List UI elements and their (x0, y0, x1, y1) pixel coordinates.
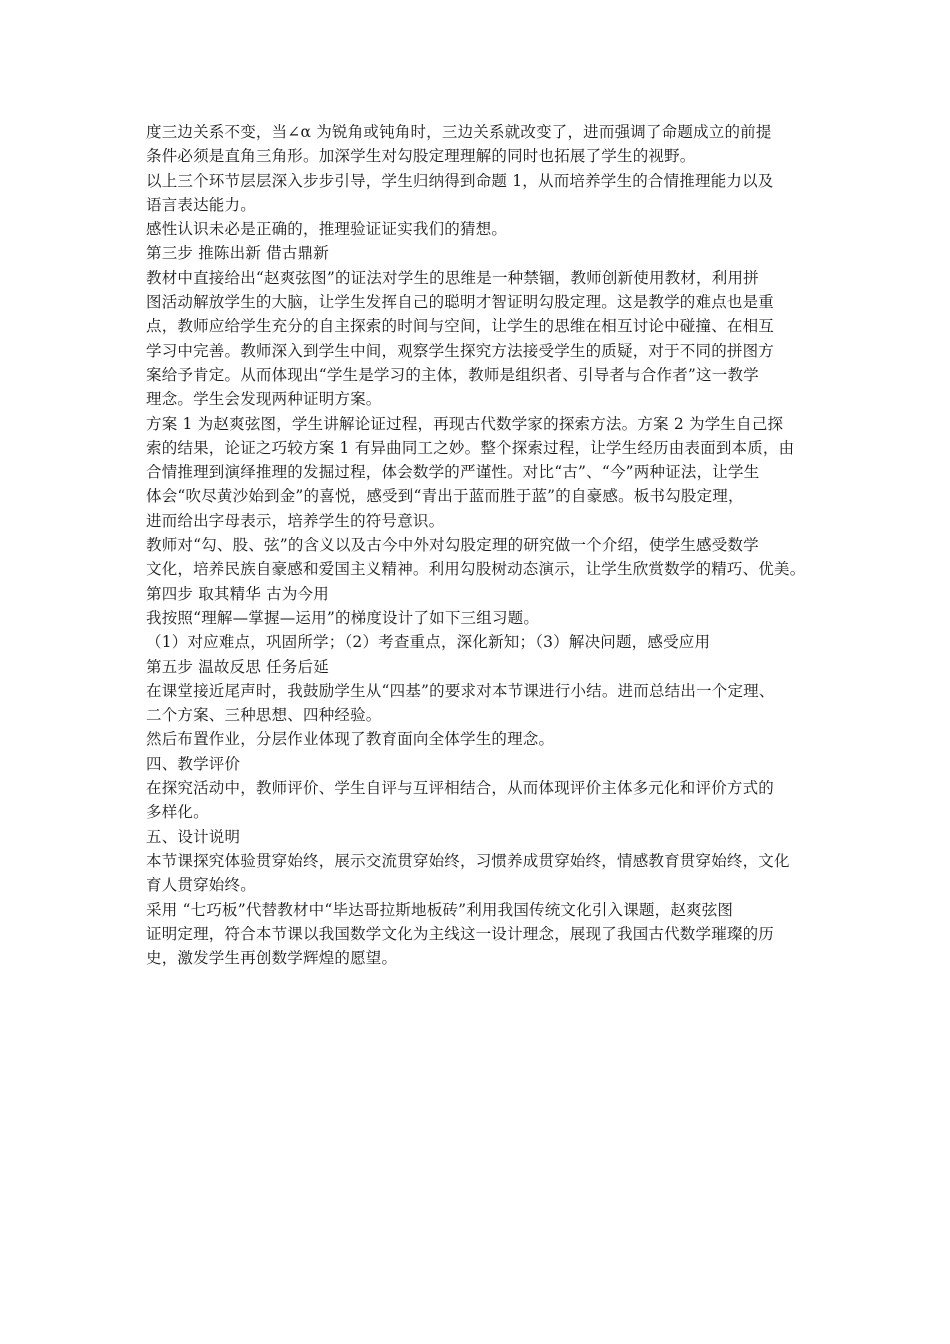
text-line: 学习中完善。教师深入到学生中间，观察学生探究方法接受学生的质疑，对于不同的拼图方 (146, 341, 775, 360)
section-heading: 五、设计说明 (146, 827, 241, 846)
text-line: 体会“吹尽黄沙始到金”的喜悦，感受到“青出于蓝而胜于蓝”的自豪感。板书勾股定理， (146, 487, 744, 506)
text-line: 文化，培养民族自豪感和爱国主义精神。利用勾股树动态演示，让学生欣赏数学的精巧、优美。 (146, 560, 806, 579)
text-line: 以上三个环节层层深入步步引导，学生归纳得到命题 1，从而培养学生的合情推理能力以及 (146, 171, 774, 190)
section-heading: 四、教学评价 (146, 754, 241, 773)
text-line: 我按照“理解—掌握—运用”的梯度设计了如下三组习题。 (146, 608, 540, 627)
section-heading: 第三步 推陈出新 借古鼎新 (146, 244, 329, 263)
text-line: 方案 1 为赵爽弦图，学生讲解论证过程，再现古代数学家的探索方法。方案 2 为学生自己探 (146, 414, 784, 433)
text-line: 条件必须是直角三角形。加深学生对勾股定理理解的同时也拓展了学生的视野。 (146, 147, 696, 166)
text-line: 育人贯穿始终。 (146, 876, 256, 895)
section-heading: 第四步 取其精华 古为今用 (146, 584, 329, 603)
section-heading: 第五步 温故反思 任务后延 (146, 657, 329, 676)
text-line: 采用 “七巧板”代替教材中“毕达哥拉斯地板砖”利用我国传统文化引入课题，赵爽弦图 (146, 900, 734, 919)
document-body (146, 120, 818, 970)
text-line: 感性认识未必是正确的，推理验证证实我们的猜想。 (146, 220, 508, 239)
text-line: 索的结果，论证之巧较方案 1 有异曲同工之妙。整个探索过程，让学生经历由表面到本质，由 (146, 438, 795, 457)
text-line: 然后布置作业，分层作业体现了教育面向全体学生的理念。 (146, 730, 555, 749)
text-line: 证明定理，符合本节课以我国数学文化为主线这一设计理念，展现了我国古代数学璀璨的历 (146, 924, 775, 943)
text-line: 点，教师应给学生充分的自主探索的时间与空间，让学生的思维在相互讨论中碰撞、在相互 (146, 317, 775, 336)
text-line: 教师对“勾、股、弦”的含义以及古今中外对勾股定理的研究做一个介绍，使学生感受数学 (146, 536, 759, 555)
text-line: 案给予肯定。从而体现出“学生是学习的主体，教师是组织者、引导者与合作者”这一教学 (146, 365, 759, 384)
text-line: 在课堂接近尾声时，我鼓励学生从“四基”的要求对本节课进行小结。进而总结出一个定理、 (146, 681, 775, 700)
text-line: 合情推理到演绎推理的发掘过程，体会数学的严谨性。对比“古”、“今”两种证法，让学生 (146, 463, 760, 482)
text-line: 多样化。 (146, 803, 209, 822)
text-line: 理念。学生会发现两种证明方案。 (146, 390, 382, 409)
text-line: （1）对应难点，巩固所学；（2）考查重点，深化新知；（3）解决问题，感受应用 (146, 633, 711, 652)
text-line: 本节课探究体验贯穿始终，展示交流贯穿始终，习惯养成贯穿始终，情感教育贯穿始终，文化 (146, 851, 790, 870)
text-line: 二个方案、三种思想、四种经验。 (146, 706, 382, 725)
text-line: 史，激发学生再创数学辉煌的愿望。 (146, 949, 398, 968)
text-line: 图活动解放学生的大脑，让学生发挥自己的聪明才智证明勾股定理。这是教学的难点也是重 (146, 293, 775, 312)
text-line: 进而给出字母表示，培养学生的符号意识。 (146, 511, 445, 530)
text-line: 语言表达能力。 (146, 195, 256, 214)
text-line: 度三边关系不变，当∠α 为锐角或钝角时，三边关系就改变了，进而强调了命题成立的前提 (146, 123, 772, 141)
text-line: 教材中直接给出“赵爽弦图”的证法对学生的思维是一种禁锢，教师创新使用教材，利用拼 (146, 268, 759, 287)
text-line: 在探究活动中，教师评价、学生自评与互评相结合，从而体现评价主体多元化和评价方式的 (146, 779, 775, 798)
